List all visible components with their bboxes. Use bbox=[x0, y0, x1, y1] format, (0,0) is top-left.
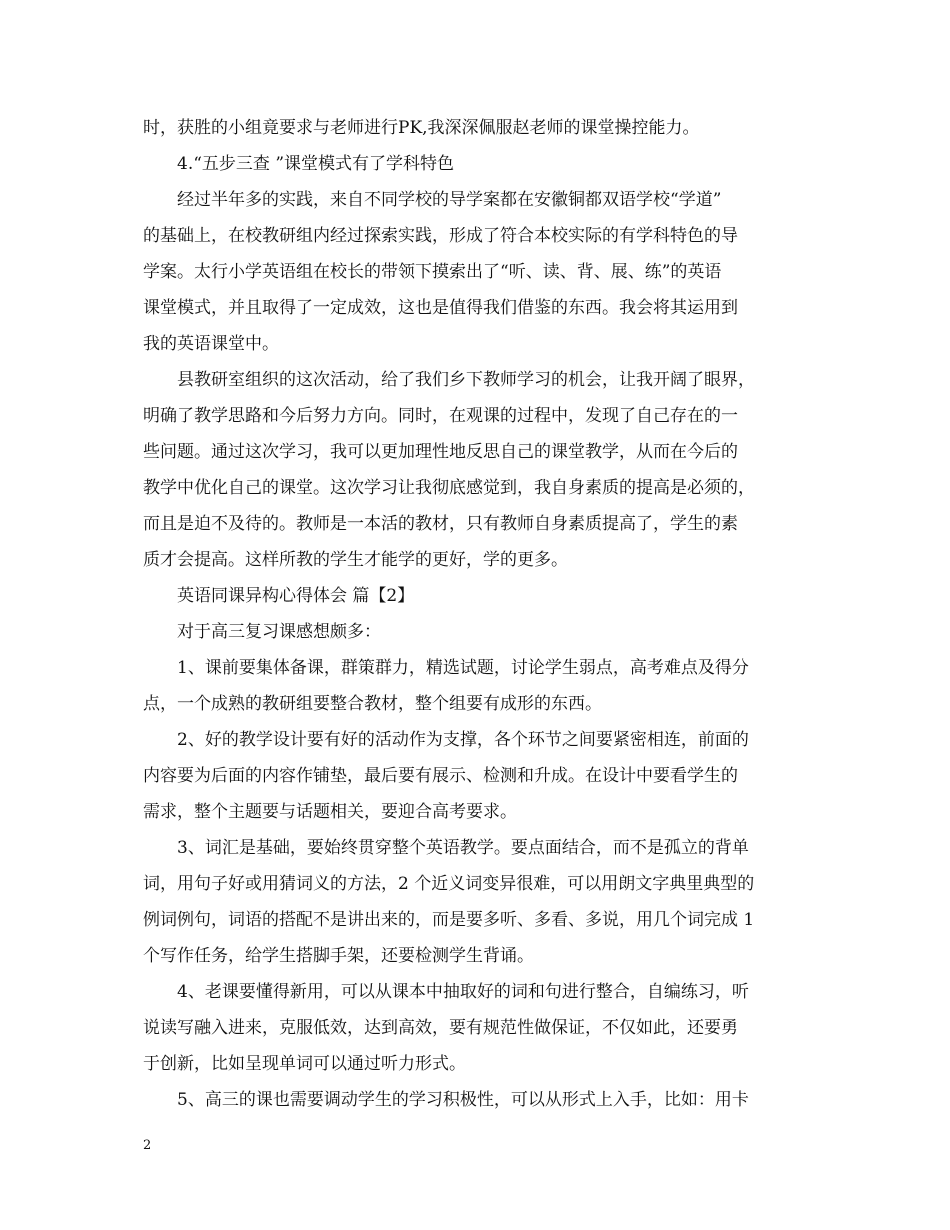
text-line-12: 而且是迫不及待的。教师是一本活的教材，只有教师自身素质提高了，学生的素 bbox=[143, 514, 738, 534]
list-item-2-line-2: 内容要为后面的内容作铺垫，最后要有展示、检测和升成。在设计中要看学生的 bbox=[143, 766, 738, 786]
list-item-4-line-3: 于创新，比如呈现单词可以通过听力形式。 bbox=[143, 1054, 466, 1074]
list-item-3-line-4: 个写作任务，给学生搭脚手架，还要检测学生背诵。 bbox=[143, 946, 534, 966]
list-item-3-line-2: 词，用句子好或用猜词义的方法，2 个近义词变异很难，可以用朗文字典里典型的 bbox=[143, 874, 755, 894]
text-line-11: 教学中优化自己的课堂。这次学习让我彻底感觉到，我自身素质的提高是必须的， bbox=[143, 478, 755, 498]
list-item-5-line-1: 5、高三的课也需要调动学生的学习积极性，可以从形式上入手，比如：用卡 bbox=[177, 1090, 749, 1110]
text-line-4: 的基础上，在校教研组内经过探索实践，形成了符合本校实际的有学科特色的导 bbox=[143, 226, 738, 246]
list-item-3-line-3: 例词例句，词语的搭配不是讲出来的，而是要多听、多看、多说，用几个词完成 1 bbox=[143, 910, 755, 930]
text-line-3: 经过半年多的实践，来自不同学校的导学案都在安徽铜都双语学校“学道” bbox=[177, 190, 722, 210]
text-line-13: 质才会提高。这样所教的学生才能学的更好，学的更多。 bbox=[143, 550, 568, 570]
list-item-1-line-2: 点，一个成熟的教研组要整合教材，整个组要有成形的东西。 bbox=[143, 694, 602, 714]
text-line-9: 明确了教学思路和今后努力方向。同时，在观课的过程中，发现了自己存在的一 bbox=[143, 406, 738, 426]
text-line-7: 我的英语课堂中。 bbox=[143, 334, 279, 354]
text-line-6: 课堂模式，并且取得了一定成效，这也是值得我们借鉴的东西。我会将其运用到 bbox=[143, 298, 738, 318]
page-number: 2 bbox=[143, 1138, 152, 1153]
article-title-2: 英语同课异构心得体会 篇【2】 bbox=[177, 586, 415, 606]
list-item-4-line-2: 说读写融入进来，克服低效，达到高效，要有规范性做保证，不仅如此，还要勇 bbox=[143, 1018, 738, 1038]
list-item-4-line-1: 4、老课要懂得新用，可以从课本中抽取好的词和句进行整合，自编练习，听 bbox=[177, 982, 749, 1002]
text-line-10: 些问题。通过这次学习，我可以更加理性地反思自己的课堂教学，从而在今后的 bbox=[143, 442, 738, 462]
list-item-2-line-3: 需求，整个主题要与话题相关，要迎合高考要求。 bbox=[143, 802, 517, 822]
list-item-1-line-1: 1、课前要集体备课，群策群力，精选试题，讨论学生弱点，高考难点及得分 bbox=[177, 658, 749, 678]
list-item-3-line-1: 3、词汇是基础，要始终贯穿整个英语教学。要点面结合，而不是孤立的背单 bbox=[177, 838, 749, 858]
section-heading-4: 4.“五步三查 ”课堂模式有了学科特色 bbox=[177, 154, 455, 174]
list-item-2-line-1: 2、好的教学设计要有好的活动作为支撑，各个环节之间要紧密相连，前面的 bbox=[177, 730, 749, 750]
text-line-5: 学案。太行小学英语组在校长的带领下摸索出了“听、读、背、展、练”的英语 bbox=[143, 262, 722, 282]
text-line-8: 县教研室组织的这次活动，给了我们乡下教师学习的机会，让我开阔了眼界， bbox=[177, 370, 755, 390]
document-body bbox=[143, 110, 823, 1118]
text-line-15: 对于高三复习课感想颇多： bbox=[177, 622, 381, 642]
text-line-1: 时，获胜的小组竟要求与老师进行PK,我深深佩服赵老师的课堂操控能力。 bbox=[143, 118, 700, 138]
